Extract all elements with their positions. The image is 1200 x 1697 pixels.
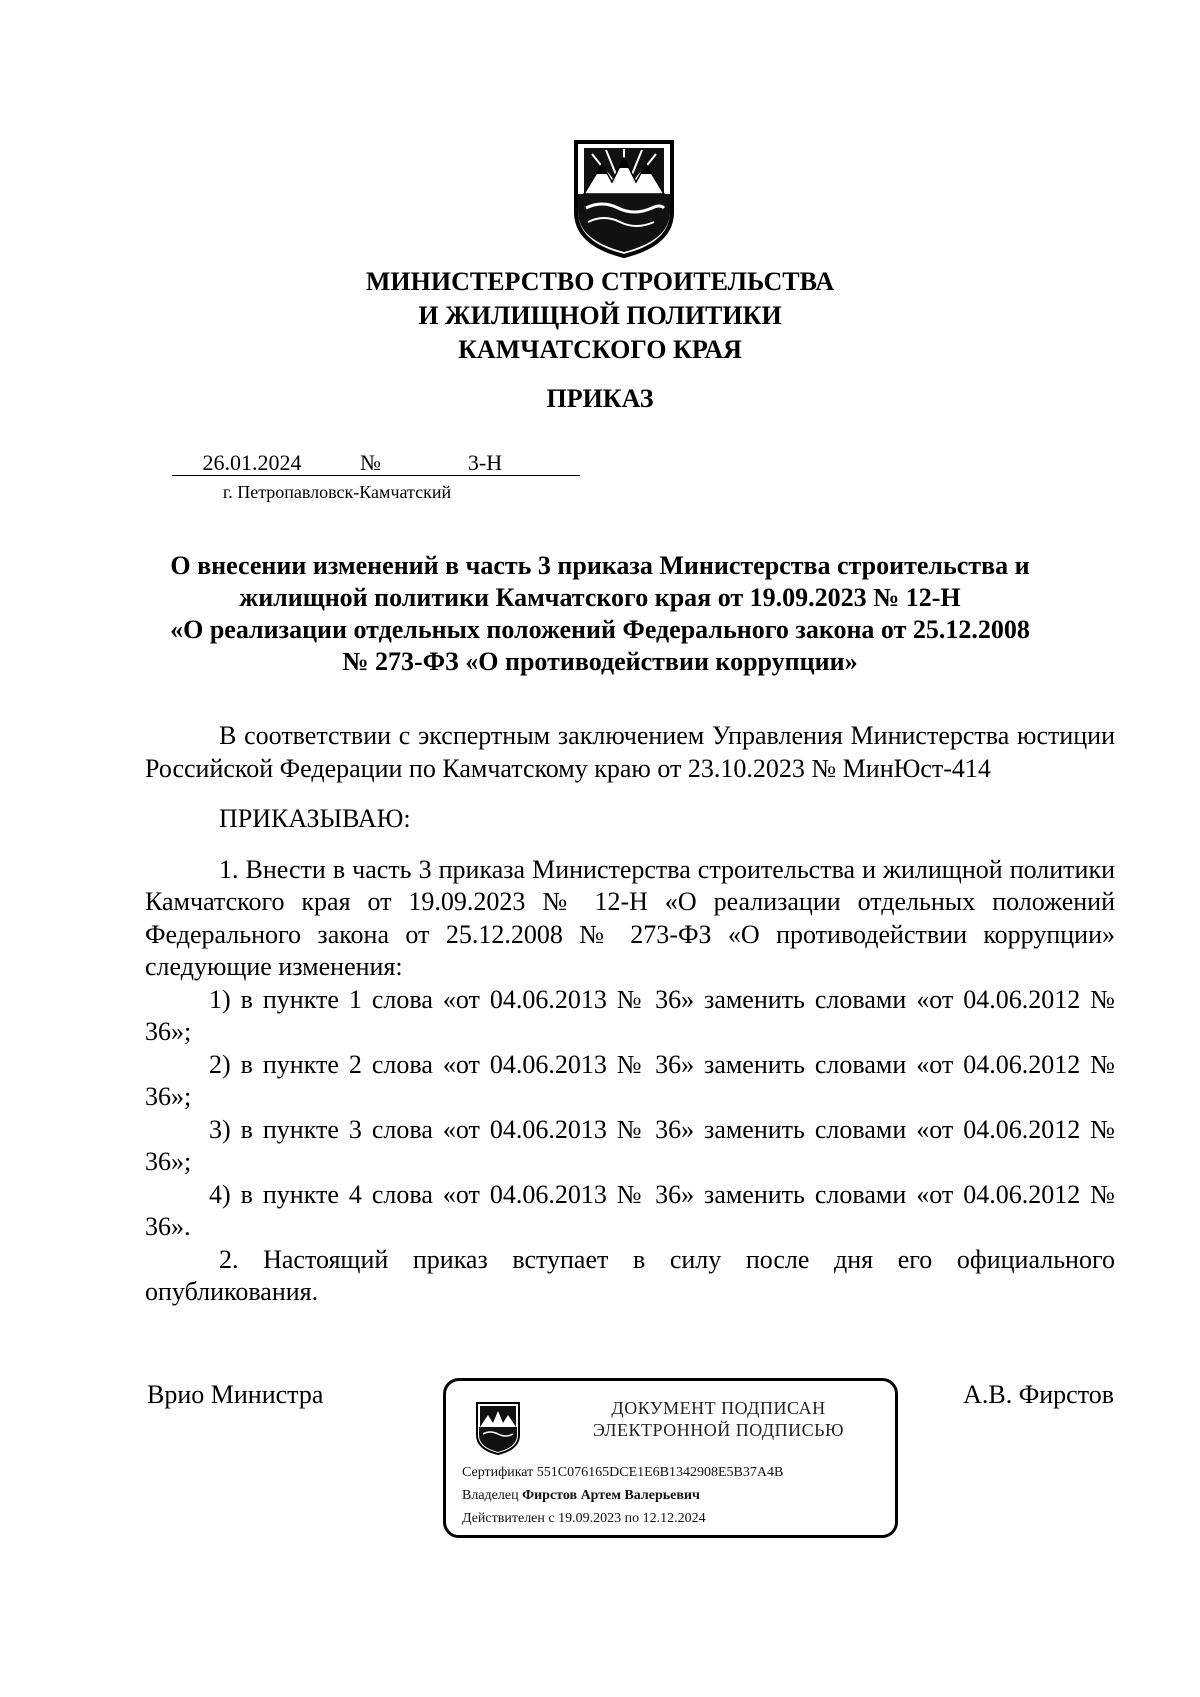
title-line-1: О внесении изменений в часть 3 приказа Министерства строительства и xyxy=(170,551,1030,580)
title-line-2: жилищной политики Камчатского края от 19.09.2023 № 12-Н xyxy=(239,583,961,612)
order-date: 26.01.2024 xyxy=(202,450,302,475)
certificate-label: Сертификат xyxy=(462,1465,534,1480)
ministry-name-line-1: МИНИСТЕРСТВО СТРОИТЕЛЬСТВА xyxy=(365,267,835,296)
preamble-paragraph: В соответствии с экспертным заключением Управления Министерства юстиции Российской Федерации по Камчатскому краю от 23.10.2023 № МинЮст-414 xyxy=(145,721,1115,783)
sub-item-4: 4) в пункте 4 слова «от 04.06.2013 № 36» заменить словами «от 04.06.2012 № 36». xyxy=(145,1179,1115,1241)
validity-to: 12.12.2024 xyxy=(642,1511,706,1526)
stamp-heading-line-2: ЭЛЕКТРОННОЙ ПОДПИСЬЮ xyxy=(593,1420,844,1440)
signatory-name: А.В. Фирстов xyxy=(963,1380,1114,1409)
stamp-heading xyxy=(546,1397,891,1441)
city-name: г. Петропавловск-Камчатский xyxy=(222,482,452,502)
number-sign: № xyxy=(360,450,381,475)
document-type: ПРИКАЗ xyxy=(546,384,654,413)
validity-from: 19.09.2023 xyxy=(558,1511,622,1526)
validity-label: Действителен с xyxy=(462,1511,555,1526)
item-1-paragraph: 1. Внести в часть 3 приказа Министерства строительства и жилищной политики Камчатского края от 19.09.2023 № 12-Н «О реализации отдельных положений Федерального закона от 25.12.2008 № 273-ФЗ «О противодействии коррупции» следующие изменения: xyxy=(145,854,1115,981)
stamp-certificate xyxy=(462,1465,783,1481)
owner-label: Владелец xyxy=(462,1488,519,1503)
electronic-signature-stamp xyxy=(443,1378,898,1538)
order-word: ПРИКАЗЫВАЮ: xyxy=(219,804,411,833)
title-line-3: «О реализации отдельных положений Федерального закона от 25.12.2008 xyxy=(170,615,1030,644)
ministry-header xyxy=(0,265,1200,367)
stamp-validity xyxy=(462,1511,706,1527)
order-number: 3-Н xyxy=(467,450,503,475)
signatory-title: Врио Министра xyxy=(147,1380,324,1409)
sub-item-1: 1) в пункте 1 слова «от 04.06.2013 № 36» заменить словами «от 04.06.2012 № 36»; xyxy=(145,984,1115,1046)
certificate-value: 551C076165DCE1E6B1342908E5B37A4B xyxy=(536,1465,784,1480)
ministry-name-line-2: И ЖИЛИЩНОЙ ПОЛИТИКИ xyxy=(418,301,782,330)
sub-item-2: 2) в пункте 2 слова «от 04.06.2013 № 36» заменить словами «от 04.06.2012 № 36»; xyxy=(145,1049,1115,1111)
owner-value: Фирстов Артем Валерьевич xyxy=(522,1488,700,1503)
coat-of-arms-icon xyxy=(572,132,676,260)
title-line-4: № 273-ФЗ «О противодействии коррупции» xyxy=(342,647,858,676)
item-2-paragraph: 2. Настоящий приказ вступает в силу после дня его официального опубликования. xyxy=(145,1244,1115,1306)
meta-underline xyxy=(172,475,580,476)
document-body xyxy=(145,720,1115,1309)
stamp-owner xyxy=(462,1488,700,1504)
ministry-name-line-3: КАМЧАТСКОГО КРАЯ xyxy=(458,335,742,364)
stamp-crest-icon xyxy=(474,1399,522,1457)
sub-item-3: 3) в пункте 3 слова «от 04.06.2013 № 36» заменить словами «от 04.06.2012 № 36»; xyxy=(145,1114,1115,1176)
stamp-heading-line-1: ДОКУМЕНТ ПОДПИСАН xyxy=(611,1398,826,1418)
document-title xyxy=(145,550,1055,678)
validity-to-label: по xyxy=(624,1511,640,1526)
